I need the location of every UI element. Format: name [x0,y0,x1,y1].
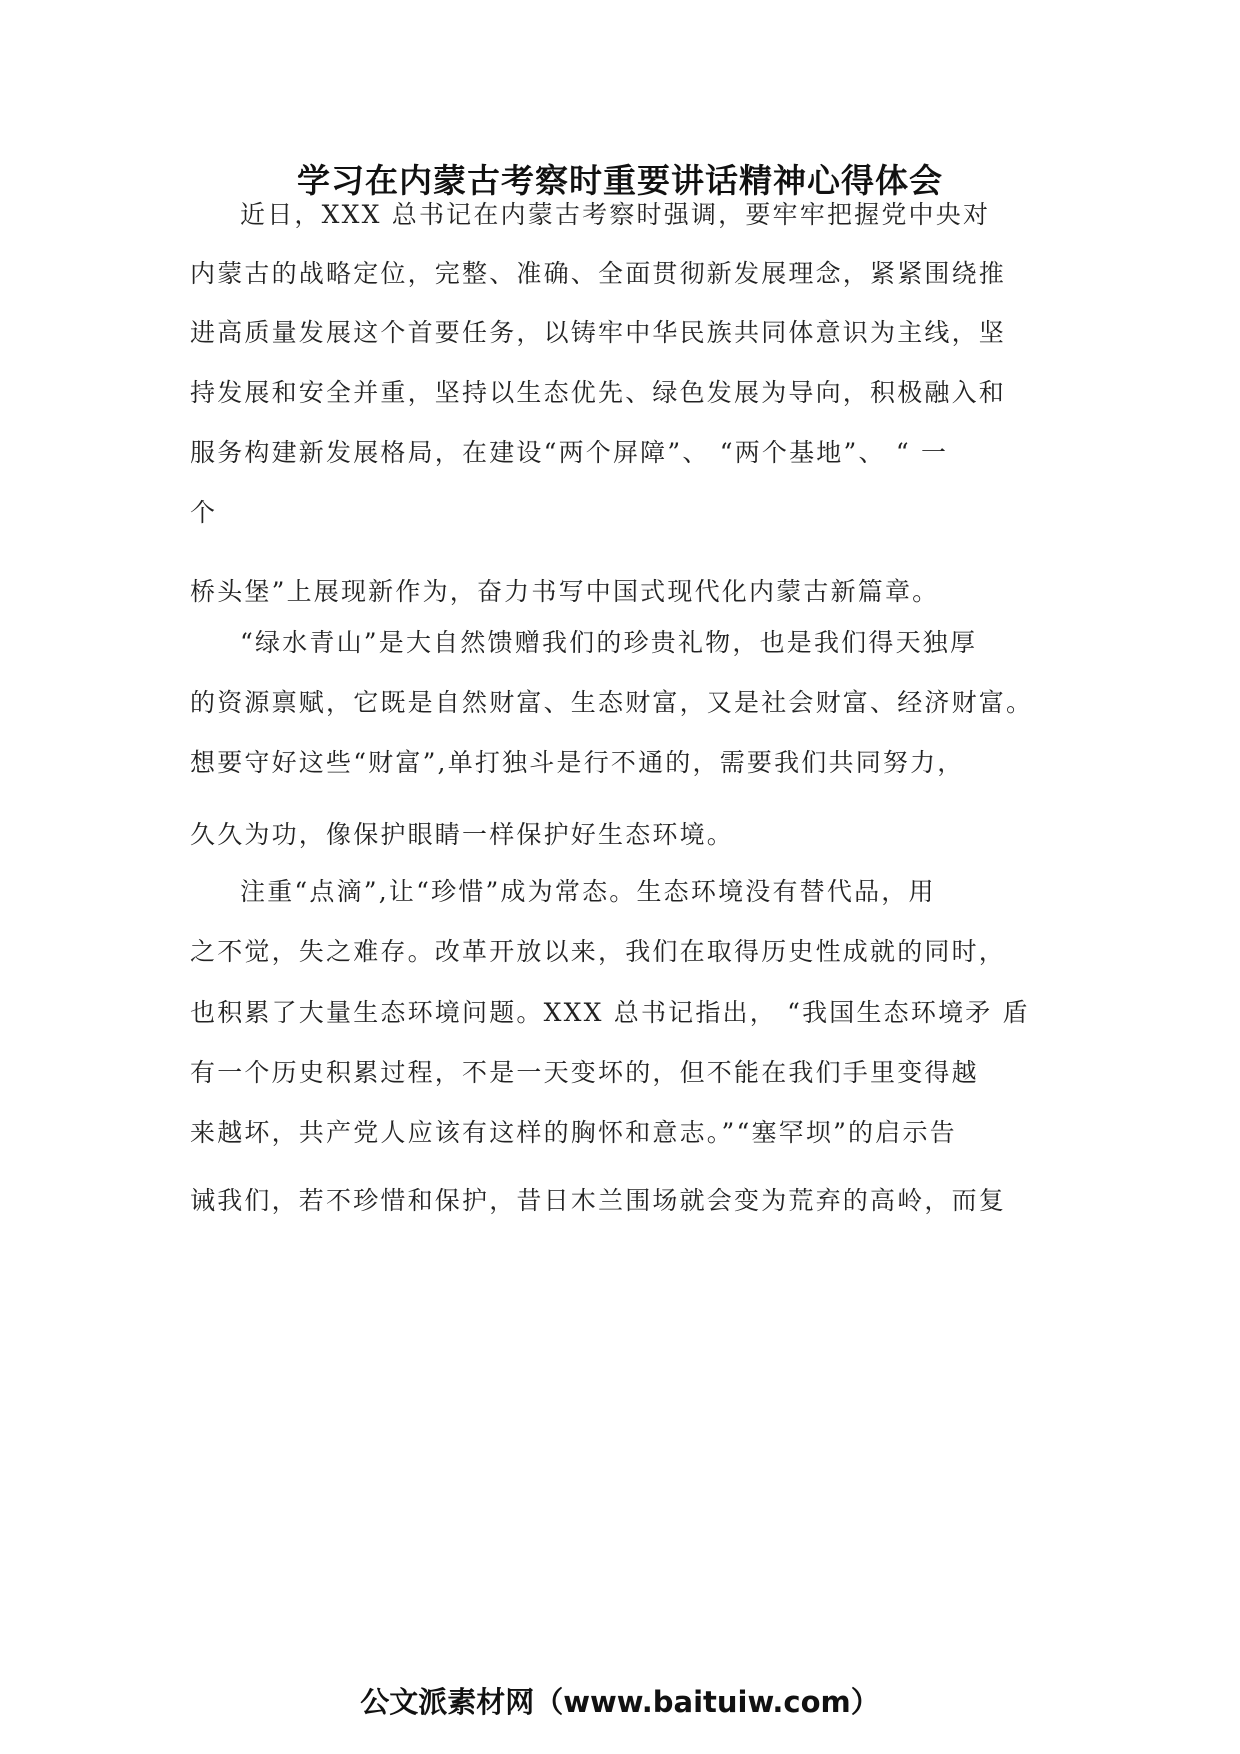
paragraph-2-line-4: 久久为功，像保护眼睛一样保护好生态环境。 [190,820,735,849]
paragraph-3-line-4: 有一个历史积累过程，不是一天变坏的，但不能在我们手里变得越 [190,1058,979,1087]
paragraph-3-line-3: 也积累了大量生态环境问题。XXX 总书记指出， “我国生态环境矛 盾 [190,998,1030,1027]
paragraph-1-line-2: 内蒙古的战略定位，完整、准确、全面贯彻新发展理念，紧紧围绕推 [190,259,1007,288]
paragraph-1-line-3: 进高质量发展这个首要任务，以铸牢中华民族共同体意识为主线，坚 [190,318,1007,347]
paragraph-1-line-6: 个 [190,498,218,527]
footer-source: 公文派素材网（www.baituiw.com） [360,1685,880,1719]
paragraph-3-line-1: 注重“点滴”,让“珍惜”成为常态。生态环境没有替代品，用 [240,877,936,906]
paragraph-2-line-1: “绿水青山”是大自然馈赠我们的珍贵礼物，也是我们得天独厚 [240,628,978,657]
paragraph-3-line-5: 来越坏，共产党人应该有这样的胸怀和意志。”“塞罕坝”的启示告 [190,1118,957,1147]
paragraph-3-line-6: 诫我们，若不珍惜和保护，昔日木兰围场就会变为荒弃的高岭，而复 [190,1186,1007,1215]
paragraph-2-line-3: 想要守好这些“财富”,单打独斗是行不通的，需要我们共同努力， [190,748,965,777]
paragraph-3-line-2: 之不觉，失之难存。改革开放以来，我们在取得历史性成就的同时， [190,937,1007,966]
paragraph-1-line-4: 持发展和安全并重，坚持以生态优先、绿色发展为导向，积极融入和 [190,378,1007,407]
paragraph-1-line-5: 服务构建新发展格局，在建设“两个屏障”、 “两个基地”、 “ 一 [190,438,949,467]
paragraph-2-line-2: 的资源禀赋，它既是自然财富、生态财富，又是社会财富、经济财富。 [190,688,1034,717]
paragraph-1-line-7: 桥头堡”上展现新作为，奋力书写中国式现代化内蒙古新篇章。 [190,577,940,606]
paragraph-1-line-1: 近日，XXX 总书记在内蒙古考察时强调，要牢牢把握党中央对 [240,200,991,229]
document-title: 学习在内蒙古考察时重要讲话精神心得体会 [297,161,943,200]
